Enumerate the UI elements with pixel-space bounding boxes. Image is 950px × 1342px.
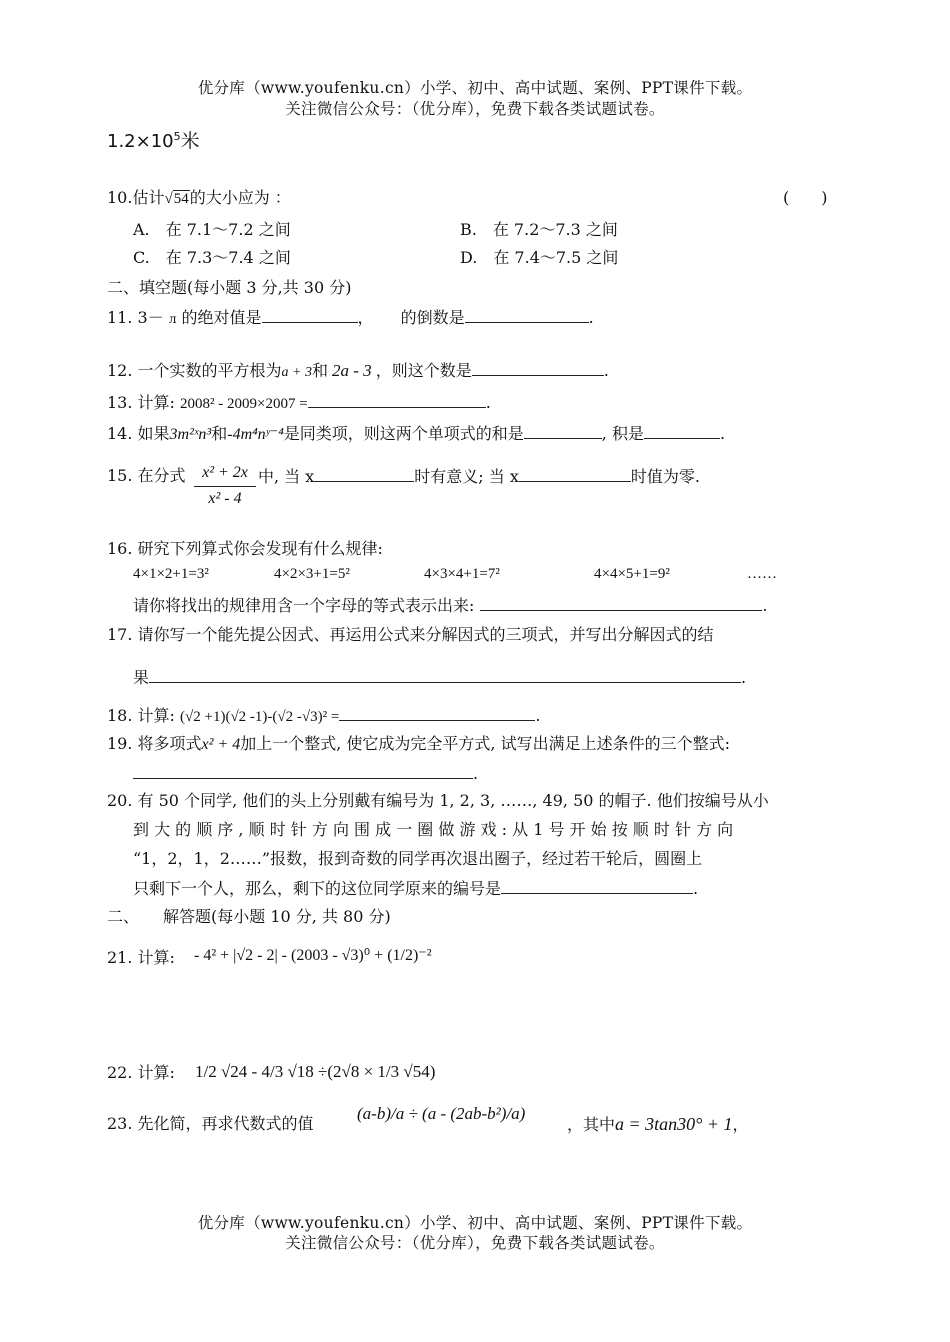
- q21-expr: - 4² + |√2 - 2| - (2003 - √3)⁰ + (1/2)⁻²: [194, 947, 432, 964]
- q16-item-3: 4×3×4+1=7²: [424, 566, 500, 582]
- question-11: [107, 306, 594, 330]
- q15-blank-2[interactable]: [519, 465, 631, 482]
- q14-blank-2[interactable]: [644, 422, 720, 439]
- question-15: [107, 465, 186, 487]
- q15-suffix: 时值为零.: [630, 467, 700, 486]
- q19-suffix: 加上一个整式, 使它成为完全平方式, 试写出满足上述条件的三个整式:: [240, 734, 730, 753]
- q18-expr: (√2 +1)(√2 -1)-(√2 -√3)² =: [180, 709, 340, 725]
- q16-end: .: [762, 596, 768, 615]
- q14-prefix: 14. 如果: [107, 424, 170, 443]
- page-header-line-2: 关注微信公众号：（优分库），免费下载各类试题试卷。: [285, 100, 665, 118]
- q21-expression: [194, 945, 432, 965]
- q10-prefix: 10.估计: [107, 188, 165, 207]
- question-23: [107, 1113, 314, 1135]
- q16-item-1: 4×1×2+1=3²: [133, 566, 209, 582]
- question-10: [107, 187, 291, 210]
- q18-prefix: 18. 计算:: [107, 706, 181, 725]
- question-19: [107, 733, 730, 756]
- q10-option-d: D. 在 7.4～7.5 之间: [460, 248, 619, 267]
- q11-text2: 的倒数是: [400, 308, 465, 327]
- q10-suffix: 的大小应为 ：: [189, 188, 291, 207]
- question-14: [107, 422, 725, 446]
- q17-prefix: 果: [133, 668, 150, 687]
- q15-denominator: x² - 4: [208, 490, 242, 507]
- q15-fraction: [194, 464, 256, 508]
- q18-blank[interactable]: [339, 704, 535, 721]
- q17-line-1: 17. 请你写一个能先提公因式、再运用公式来分解因式的三项式，并写出分解因式的结: [107, 625, 714, 644]
- q17-blank[interactable]: [149, 666, 741, 683]
- q15-prefix: 15. 在分式: [107, 466, 186, 485]
- page-header-line-1: 优分库（www.youfenku.cn）小学、初中、高中试题、案例、PPT课件下载。: [197, 79, 753, 97]
- q14-mid2: , 积是: [601, 424, 644, 443]
- q11-comma: ，: [357, 308, 374, 327]
- fragment-coef: 1.2×10: [107, 131, 174, 152]
- q19-blank[interactable]: [133, 762, 473, 779]
- q22-prefix: 22. 计算:: [107, 1063, 175, 1082]
- q12-blank[interactable]: [472, 359, 604, 376]
- page-footer-line-1: 优分库（www.youfenku.cn）小学、初中、高中试题、案例、PPT课件下载。: [197, 1214, 753, 1232]
- q20-line-4: [133, 877, 698, 900]
- q12-and: 和: [312, 361, 329, 380]
- q16-prompt: 请你将找出的规律用含一个字母的等式表示出来:: [133, 596, 475, 615]
- q11-pi: л: [168, 312, 177, 326]
- q23-expr: (a-b)/a ÷ (a - (2ab-b²)/a): [357, 1104, 526, 1123]
- section-3-title: 二、 解答题(每小题 10 分, 共 80 分): [107, 907, 391, 926]
- q20-end: .: [693, 879, 699, 898]
- q22-expression: [195, 1062, 435, 1082]
- q10-option-c: C. 在 7.3～7.4 之间: [133, 248, 291, 267]
- q22-expr: 1/2 √24 - 4/3 √18 ÷(2√8 × 1/3 √54): [195, 1062, 436, 1081]
- q15-tail: [258, 465, 700, 488]
- question-22: [107, 1062, 175, 1084]
- q11-mid: 的绝对值是: [181, 308, 262, 327]
- q14-end: .: [719, 424, 726, 443]
- q12-expr2: 2a - 3: [332, 361, 372, 380]
- q12-expr1: a + 3: [281, 365, 312, 380]
- q19-prefix: 19. 将多项式: [107, 734, 202, 753]
- question-18: [107, 704, 540, 728]
- q13-blank[interactable]: [308, 391, 486, 408]
- question-13: [107, 391, 491, 415]
- q12-end: .: [603, 361, 609, 380]
- q23-mid: ，其中: [567, 1115, 616, 1134]
- q12-prefix: 12. 一个实数的平方根为: [107, 361, 282, 380]
- q23-prefix: 23. 先化简，再求代数式的值: [107, 1114, 314, 1133]
- q10-option-b: B. 在 7.2～7.3 之间: [460, 220, 618, 239]
- q10-option-a: A. 在 7.1～7.2 之间: [133, 220, 291, 239]
- q15-mid2: 时有意义; 当 x: [414, 467, 519, 486]
- q21-prefix: 21. 计算:: [107, 948, 175, 967]
- q16-blank[interactable]: [480, 594, 762, 611]
- q18-end: .: [535, 706, 541, 725]
- q16-item-5: ……: [747, 566, 777, 582]
- q14-and: 和: [211, 424, 228, 443]
- q20-line-2: 到 大 的 顺 序 , 顺 时 针 方 向 围 成 一 圈 做 游 戏 : 从 1 号 开 始 按 顺 时 针 方 向: [133, 820, 734, 839]
- q14-mid: 是同类项，则这两个单项式的和是: [283, 424, 524, 443]
- q23-cond: a = 3tan30° + 1: [615, 1114, 733, 1134]
- q20-line-3: “1，2，1，2……”报数，报到奇数的同学再次退出圈子，经过若干轮后，圆圈上: [133, 849, 703, 868]
- fragment-exp: 5: [173, 130, 181, 143]
- q23-tail: [567, 1113, 749, 1136]
- q17-end: .: [741, 668, 747, 687]
- q19-expr: x² + 4: [201, 736, 241, 753]
- q15-blank-1[interactable]: [314, 465, 414, 482]
- fragment-unit: 米: [180, 130, 200, 152]
- answer-fragment: [107, 126, 200, 153]
- q16-item-2: 4×2×3+1=5²: [274, 566, 350, 582]
- q12-suffix: ，则这个数是: [375, 361, 472, 380]
- section-2-title: 二、填空题(每小题 3 分,共 30 分): [107, 278, 352, 297]
- q13-end: .: [485, 393, 491, 412]
- q23-expression: [357, 1104, 525, 1124]
- question-21: [107, 947, 175, 969]
- q23-end: ，: [732, 1115, 749, 1134]
- q16-title: 16. 研究下列算式你会发现有什么规律:: [107, 539, 383, 558]
- q16-prompt-line: [133, 594, 768, 617]
- q14-blank-1[interactable]: [524, 422, 602, 439]
- q13-expr: 2008² - 2009×2007 =: [180, 396, 308, 412]
- q19-end: .: [473, 764, 479, 783]
- q15-mid: 中, 当 x: [258, 467, 315, 486]
- q13-prefix: 13. 计算:: [107, 393, 181, 412]
- sqrt-symbol: √: [164, 191, 173, 207]
- q10-answer-paren: ( ): [783, 188, 828, 207]
- q20-line-1: 20. 有 50 个同学, 他们的头上分别戴有编号为 1, 2, 3, ……, 49, 50 的帽子. 他们按编号从小: [107, 791, 769, 810]
- page-footer-line-2: 关注微信公众号：（优分库），免费下载各类试题试卷。: [285, 1234, 665, 1252]
- q14-term2: -4m⁴nʸ⁻⁴: [227, 426, 284, 443]
- q11-end: .: [588, 308, 594, 327]
- q11-blank-2[interactable]: [465, 306, 589, 323]
- q10-radicand: 54: [173, 191, 189, 207]
- question-12: [107, 359, 609, 384]
- q15-numerator: x² + 2x: [194, 464, 256, 487]
- q20-blank[interactable]: [501, 877, 693, 894]
- q11-blank-1[interactable]: [262, 306, 358, 323]
- q14-term1: 3m²ˣn³: [169, 426, 212, 443]
- q17-line-2: [133, 666, 746, 689]
- q11-prefix: 11. 3－: [107, 308, 164, 327]
- q19-answer-line: [133, 762, 478, 785]
- q20-line-4-text: 只剩下一个人，那么，剩下的这位同学原来的编号是: [133, 879, 502, 898]
- q16-item-4: 4×4×5+1=9²: [594, 566, 670, 582]
